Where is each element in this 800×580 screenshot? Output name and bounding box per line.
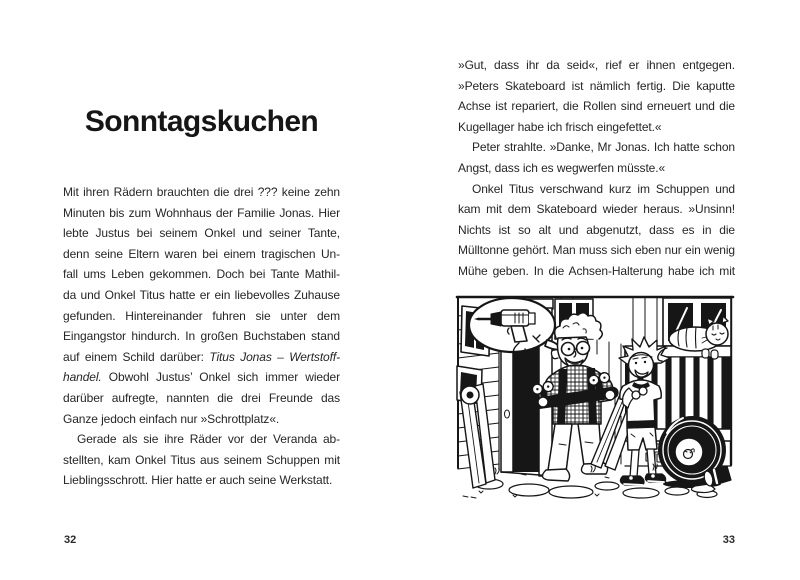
text-line: Peter strahlte. »Danke, Mr Jonas. Ich hatte schon (472, 140, 735, 155)
text-line: lebte Justus bei seinem Onkel und seiner Tante, (63, 226, 340, 241)
right-page-text (458, 55, 735, 282)
text-line: Ganze jedoch einfach nur »Schrottplatz«. (63, 411, 280, 426)
text-line: Lieblingsschrott. Hier hatte er auch seine Werkstatt. (63, 473, 333, 488)
text-line: Angst, dass ich es wegwerfen müsste.« (458, 160, 666, 175)
text-line: Kugellager habe ich frisch eingefettet.« (458, 119, 662, 134)
text-line: »Peters Skateboard ist nämlich fertig. Die kaputte (458, 78, 735, 93)
text-line: Gerade als sie ihre Räder vor der Veranda ab- (77, 432, 340, 447)
text-line: Achse ist repariert, die Rollen sind erneuert und die (458, 99, 735, 114)
text-line: Mühe geben. In die Achsen-Halterung habe ich mit (458, 263, 735, 278)
text-line: Nichts ist so alt und abgenutzt, dass es in die (458, 222, 735, 237)
text-line: »Gut, dass ihr da seid«, rief er ihnen entgegen. (458, 58, 735, 72)
text-line: stellten, kam Onkel Titus aus seinem Schuppen mit (63, 452, 340, 467)
text-line: Eingangstor hindurch. In großen Buchstaben stand (63, 329, 340, 344)
text-line: da und Onkel Titus hatte er ein liebevolles Zuhause (63, 287, 340, 302)
page-number-left: 32 (64, 534, 77, 546)
illustration (455, 294, 735, 506)
text-line: auf einem Schild darüber: Titus Jonas – Wertstoff- (63, 349, 340, 364)
text-line: gefunden. Hintereinander fuhren sie unter dem (63, 308, 340, 323)
left-page-text (63, 182, 340, 491)
text-line: handel. Obwohl Justus’ Onkel sich immer wieder (63, 370, 340, 385)
text-line: darüber aufregte, nannten die drei Freunde das (63, 390, 340, 405)
page-number-right: 33 (722, 534, 735, 546)
text-line: Mülltonne gehört. Man muss sich eben nur ein wenig (458, 243, 735, 258)
chapter-title: Sonntagskuchen (84, 105, 319, 138)
text-line: denn seine Eltern waren bei einem tragischen Un- (63, 246, 340, 261)
text-line: Onkel Titus verschwand kurz im Schuppen und (472, 181, 735, 196)
leaning-planks (460, 384, 495, 488)
text-line: Minuten bis zum Wohnhaus der Familie Jonas. Hier (63, 205, 340, 220)
text-line: Mit ihren Rädern brauchten die drei ??? keine zehn (63, 185, 340, 199)
text-line: kam mit dem Skateboard wieder heraus. »Unsinn! (458, 202, 735, 217)
text-line: fall ums Leben gekommen. Doch bei Tante Mathil- (63, 267, 340, 282)
